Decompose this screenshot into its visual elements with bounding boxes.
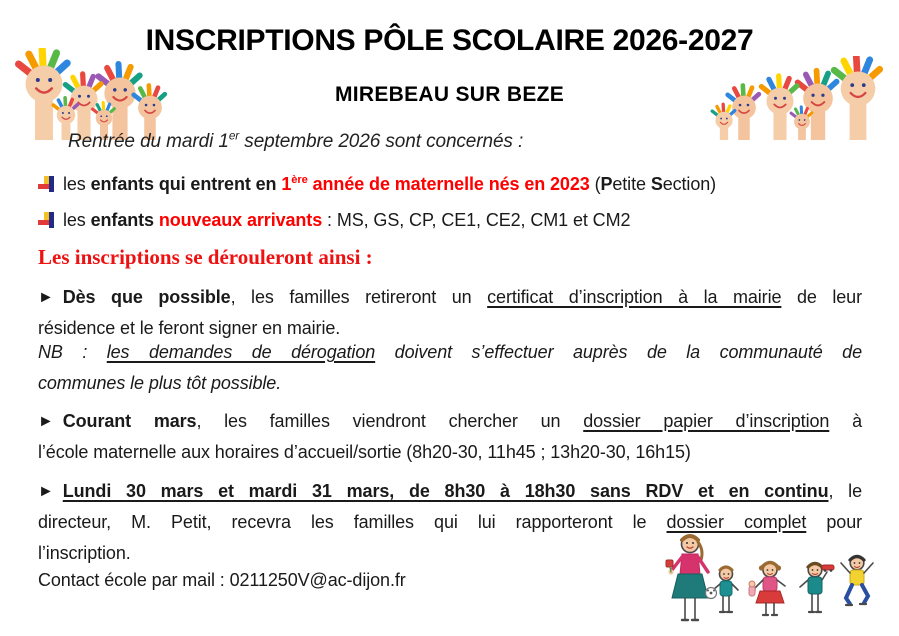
text-segment: ( bbox=[589, 174, 601, 194]
text-segment: P bbox=[600, 174, 613, 194]
teacher-figure bbox=[666, 536, 708, 621]
text-segment: à bbox=[829, 411, 863, 431]
bullet-item-text bbox=[63, 170, 716, 198]
intro-line bbox=[68, 131, 828, 153]
bullet-item-maternelle bbox=[38, 170, 862, 198]
colored-cross-bullet-icon bbox=[38, 176, 56, 193]
paragraph-line: l’école maternelle aux horaires d’accueil/sortie (8h20-30, 11h45 ; 13h20-30, 16h15) bbox=[38, 442, 691, 462]
raised-hands-illustration-left bbox=[8, 48, 173, 140]
child-with-ball-figure bbox=[706, 567, 739, 612]
paragraph-des-que-possible bbox=[38, 282, 862, 344]
paragraph-line: l’inscription. bbox=[38, 543, 131, 563]
girl-with-doll-figure bbox=[749, 563, 785, 616]
intro-text: Rentrée du mardi 1 bbox=[68, 131, 229, 152]
paragraph-courant-mars bbox=[38, 406, 862, 468]
text-segment: Dès que possible bbox=[62, 287, 231, 307]
text-segment: les demandes de dérogation bbox=[106, 342, 376, 362]
bullet-item-text bbox=[63, 206, 630, 234]
section-heading: Les inscriptions se dérouleront ainsi : bbox=[38, 245, 373, 269]
text-segment: : MS, GS, CP, CE1, CE2, CM1 et CM2 bbox=[322, 210, 631, 230]
text-segment: nouveaux arrivants bbox=[158, 210, 323, 230]
right-pointer-icon: ► bbox=[38, 413, 54, 430]
text-segment: pour bbox=[806, 512, 863, 532]
paragraph-line bbox=[38, 282, 862, 313]
text-segment: enfants qui entrent en bbox=[90, 174, 282, 194]
text-segment: etite bbox=[612, 174, 651, 194]
text-segment: NB : bbox=[38, 342, 107, 362]
jumping-boy-figure bbox=[841, 556, 873, 605]
paragraph-line bbox=[38, 337, 862, 368]
text-segment: doivent s’effectuer auprès de la communauté de bbox=[375, 342, 862, 362]
paragraph-line: résidence et le feront signer en mairie. bbox=[38, 318, 341, 338]
text-segment: dossier papier d’inscription bbox=[583, 411, 830, 431]
paragraph-nb-derogation bbox=[38, 337, 862, 399]
text-segment: , les familles viendront chercher un bbox=[196, 411, 584, 431]
text-segment: , les familles retireront un bbox=[230, 287, 488, 307]
raised-hands-illustration-right bbox=[706, 56, 894, 140]
text-segment: directeur, M. Petit, recevra les familles qui lui rapporteront le bbox=[38, 512, 667, 532]
boy-with-car-figure bbox=[800, 563, 834, 612]
page-subtitle: MIREBEAU SUR BEZE bbox=[334, 83, 565, 106]
text-segment: 1ère année de maternelle nés en 2023 bbox=[281, 174, 590, 194]
colored-cross-bullet-icon bbox=[38, 212, 56, 229]
intro-text-end: septembre 2026 sont concernés : bbox=[239, 131, 524, 152]
text-segment: certificat d’inscription à la mairie bbox=[487, 287, 782, 307]
text-segment: les bbox=[63, 174, 91, 194]
paragraph-line bbox=[38, 406, 862, 437]
text-segment: Courant mars bbox=[62, 411, 197, 431]
teacher-with-children-illustration bbox=[652, 530, 882, 630]
bullet-item-nouveaux-arrivants bbox=[38, 206, 862, 234]
text-segment: enfants bbox=[90, 210, 159, 230]
right-pointer-icon: ► bbox=[38, 289, 54, 306]
paragraph-line: communes le plus tôt possible. bbox=[38, 373, 282, 393]
text-segment: , le bbox=[828, 481, 862, 501]
right-pointer-icon: ► bbox=[38, 483, 54, 500]
page-title: INSCRIPTIONS PÔLE SCOLAIRE 2026-2027 bbox=[145, 24, 754, 57]
text-segment: ection) bbox=[662, 174, 717, 194]
text-segment: les bbox=[63, 210, 91, 230]
text-segment: Lundi 30 mars et mardi 31 mars, de 8h30 à 18h30 sans RDV et en continu bbox=[62, 481, 829, 501]
text-segment: S bbox=[650, 174, 663, 194]
text-segment: dossier complet bbox=[666, 512, 807, 532]
paragraph-line bbox=[38, 476, 862, 507]
text-segment: de leur bbox=[781, 287, 862, 307]
contact-email-line: Contact école par mail : 0211250V@ac-dijon.fr bbox=[38, 570, 406, 590]
intro-superscript: er bbox=[228, 129, 240, 143]
